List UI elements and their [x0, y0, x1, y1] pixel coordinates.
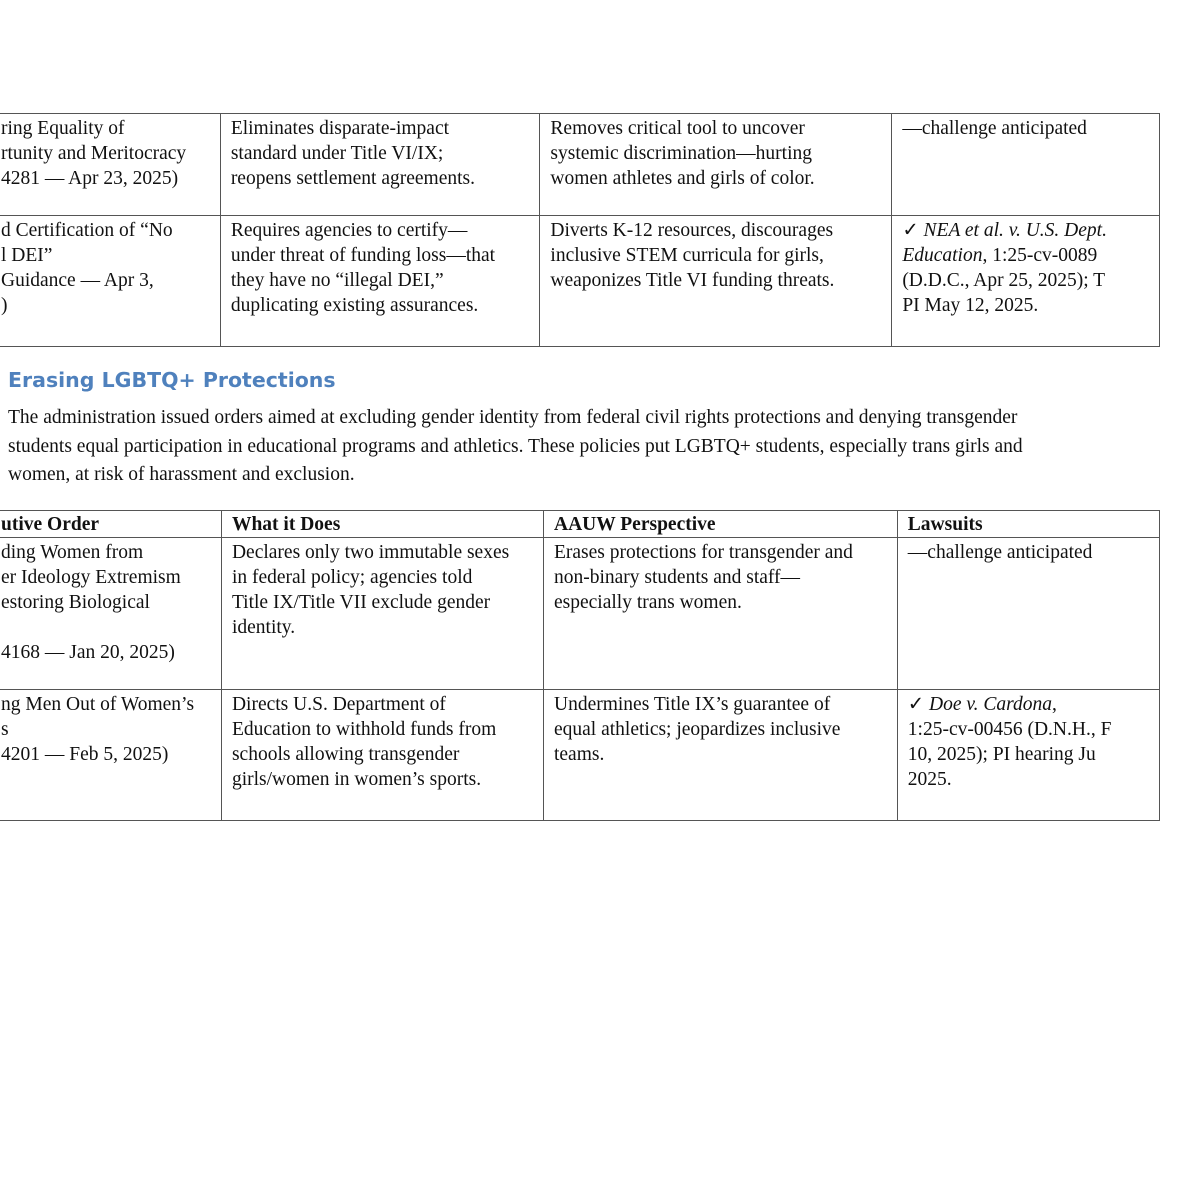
- cell-text: especially trans women.: [553, 592, 742, 613]
- cell-text: —challenge anticipated: [902, 118, 1087, 139]
- lawsuit-citation: [902, 218, 1149, 243]
- lawsuits-cell: [897, 690, 1159, 821]
- cell-text: women athletes and girls of color.: [550, 168, 815, 189]
- cell-text: er Ideology Extremism: [1, 567, 181, 588]
- section-paragraph: [8, 404, 1200, 490]
- cell-text: they have no “illegal DEI,”: [230, 270, 444, 291]
- cell-text: non-binary students and staff—: [553, 567, 801, 588]
- checkmark-icon: ✓: [907, 694, 925, 715]
- cell-text: Requires agencies to certify—: [230, 220, 468, 241]
- cell-text: schools allowing transgender: [231, 744, 460, 765]
- cell-text: identity.: [231, 617, 296, 638]
- aauw-perspective-cell: [543, 690, 897, 821]
- lawsuits-cell: [892, 216, 1160, 347]
- paragraph-line: students equal participation in educational programs and athletics. These policies put LGBTQ+ students, especially trans girls and: [8, 435, 1023, 457]
- lawsuit-citation: [908, 692, 1149, 717]
- cell-text: 4201 — Feb 5, 2025): [1, 744, 169, 765]
- cell-text: Removes critical tool to uncover: [550, 118, 805, 139]
- cell-text: ding Women from: [1, 542, 144, 563]
- what-it-does-cell: [221, 538, 543, 690]
- aauw-perspective-cell: [540, 114, 892, 216]
- cell-text: standard under Title VI/IX;: [230, 143, 444, 164]
- what-it-does-cell: [220, 216, 540, 347]
- table-header-row: [0, 511, 1160, 538]
- cell-text: systemic discrimination—hurting: [550, 143, 812, 164]
- lawsuits-cell: [897, 538, 1159, 690]
- table-row: [0, 114, 1160, 216]
- policy-table-education: [0, 113, 1160, 347]
- cell-text: Title IX/Title VII exclude gender: [231, 592, 491, 613]
- cell-text: in federal policy; agencies told: [231, 567, 473, 588]
- cell-text: inclusive STEM curricula for girls,: [550, 245, 824, 266]
- cell-text: 4281 — Apr 23, 2025): [1, 168, 179, 189]
- cell-text: , 1:25-cv-0089: [982, 245, 1098, 266]
- cell-text: Education to withhold funds from: [231, 719, 497, 740]
- cell-text: —challenge anticipated: [907, 542, 1093, 563]
- cell-text: weaponizes Title VI funding threats.: [550, 270, 835, 291]
- cell-text: (D.D.C., Apr 25, 2025); T: [902, 270, 1106, 291]
- cell-text: PI May 12, 2025.: [902, 295, 1039, 316]
- cell-text: ,: [1051, 694, 1057, 715]
- cell-text: equal athletics; jeopardizes inclusive: [553, 719, 841, 740]
- cell-text: Guidance — Apr 3,: [1, 270, 154, 291]
- cell-text: under threat of funding loss—that: [230, 245, 496, 266]
- cell-text: s: [1, 719, 9, 740]
- executive-order-cell: [0, 216, 220, 347]
- column-header-executive-order: utive Order: [0, 511, 221, 538]
- cell-text: ring Equality of: [1, 118, 125, 139]
- cell-text: Erases protections for transgender and: [553, 542, 853, 563]
- aauw-perspective-cell: [540, 216, 892, 347]
- cell-text: [0, 615, 211, 640]
- executive-order-cell: [0, 690, 221, 821]
- table-row: [0, 538, 1160, 690]
- cell-text: 1:25-cv-00456 (D.N.H., F: [907, 719, 1112, 740]
- case-name: Doe v. Cardona: [929, 694, 1052, 715]
- cell-text: rtunity and Meritocracy: [1, 143, 187, 164]
- what-it-does-cell: [221, 690, 543, 821]
- paragraph-line: women, at risk of harassment and exclusion.: [8, 464, 355, 485]
- what-it-does-cell: [220, 114, 540, 216]
- lawsuits-cell: [892, 114, 1160, 216]
- cell-text: d Certification of “No: [1, 220, 173, 241]
- cell-text: estoring Biological: [1, 592, 150, 613]
- cell-text: girls/women in women’s sports.: [231, 769, 482, 790]
- cell-text: 2025.: [907, 769, 952, 790]
- cell-text: teams.: [553, 744, 605, 765]
- table-row: [0, 216, 1160, 347]
- cell-text: l DEI”: [1, 245, 53, 266]
- cell-text: reopens settlement agreements.: [230, 168, 476, 189]
- cell-text: ): [1, 295, 8, 316]
- column-header-lawsuits: Lawsuits: [897, 511, 1159, 538]
- cell-text: duplicating existing assurances.: [230, 295, 479, 316]
- aauw-perspective-cell: [543, 538, 897, 690]
- paragraph-line: The administration issued orders aimed at excluding gender identity from federal civil rights protections and denying transgender: [8, 407, 1018, 428]
- table-row: [0, 690, 1160, 821]
- cell-text: Directs U.S. Department of: [231, 694, 446, 715]
- executive-order-cell: [0, 114, 220, 216]
- column-header-aauw-perspective: AAUW Perspective: [543, 511, 897, 538]
- policy-table-lgbtq: [0, 510, 1160, 821]
- cell-text: Eliminates disparate-impact: [230, 118, 450, 139]
- section-heading: Erasing LGBTQ+ Protections: [8, 368, 336, 392]
- cell-text: Declares only two immutable sexes: [231, 542, 510, 563]
- cell-text: Undermines Title IX’s guarantee of: [553, 694, 831, 715]
- case-name: Education: [902, 245, 983, 266]
- lawsuit-citation: [902, 243, 1149, 268]
- checkmark-icon: ✓: [902, 220, 919, 241]
- cell-text: 4168 — Jan 20, 2025): [1, 642, 175, 663]
- cell-text: Diverts K-12 resources, discourages: [550, 220, 834, 241]
- executive-order-cell: [0, 538, 221, 690]
- case-name: NEA et al. v. U.S. Dept.: [923, 220, 1107, 241]
- cell-text: 10, 2025); PI hearing Ju: [907, 744, 1096, 765]
- column-header-what-it-does: What it Does: [221, 511, 543, 538]
- cell-text: ng Men Out of Women’s: [1, 694, 195, 715]
